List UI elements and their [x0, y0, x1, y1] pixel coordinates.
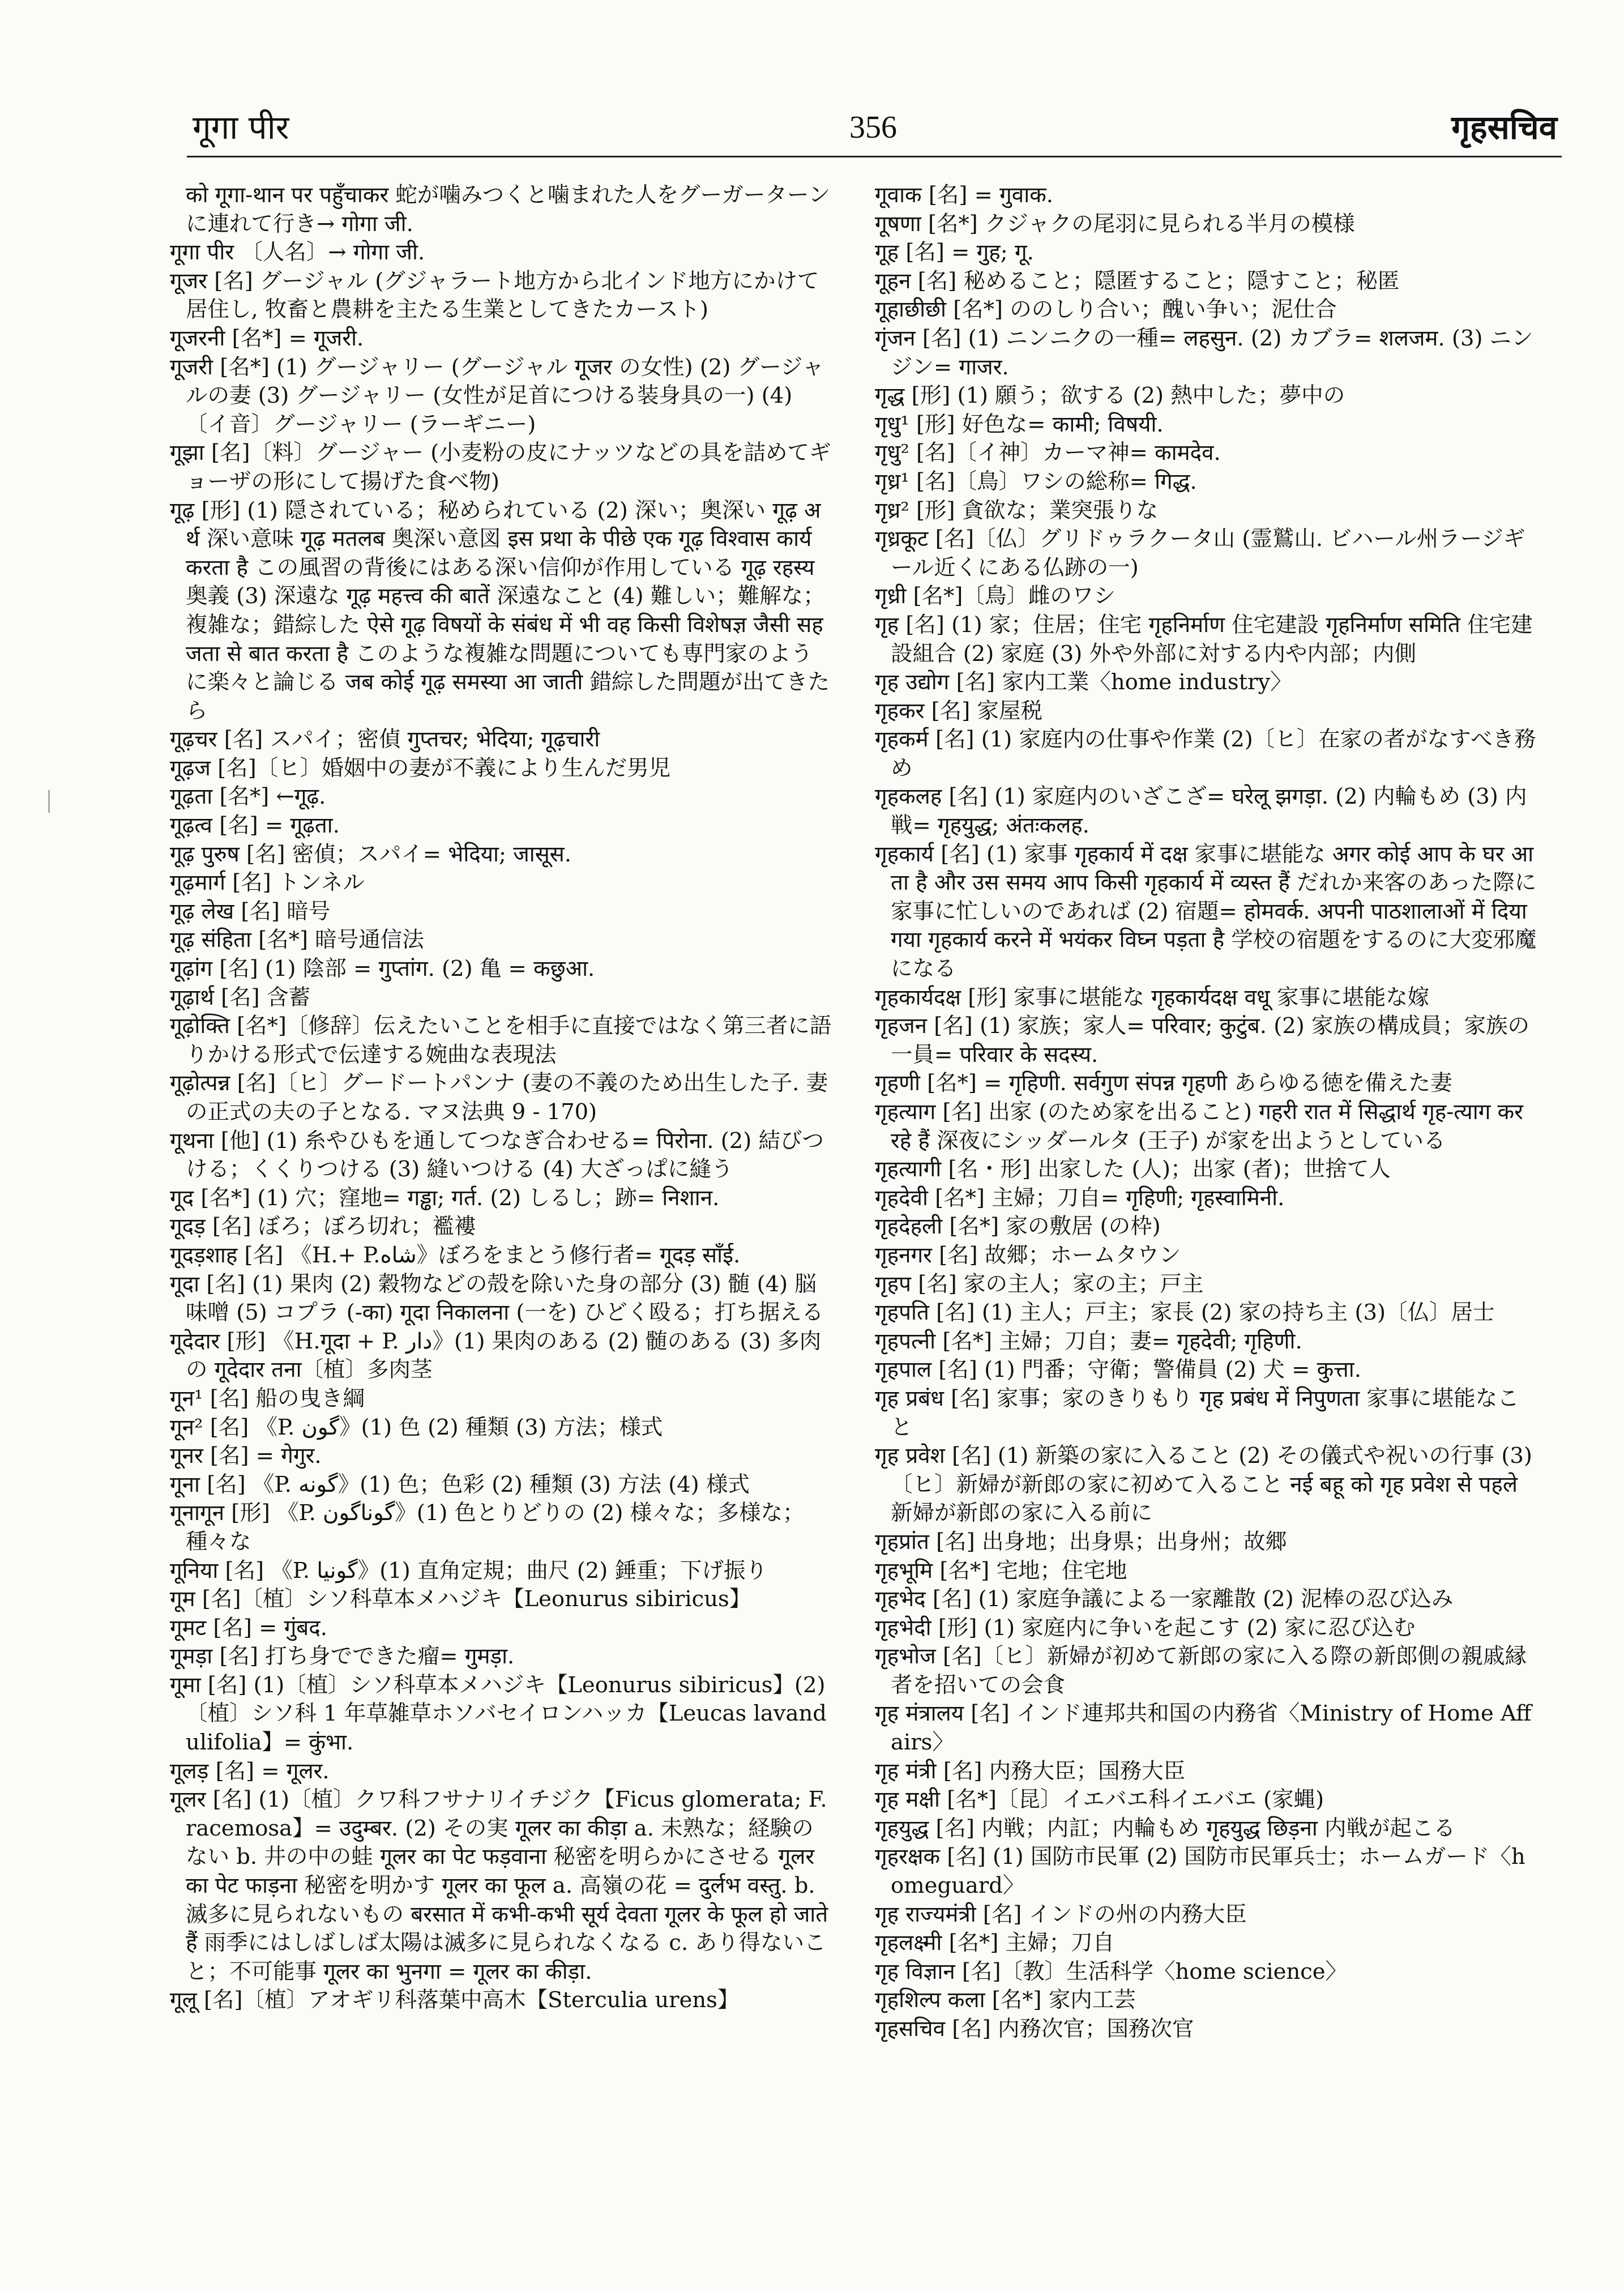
dictionary-entry: गृह उद्योग [名] 家内工業〈home industry〉 [875, 669, 1292, 695]
dictionary-entry: गूदेदार [形] 《H.गूदा + P. دار》(1) 果肉のある (2) 髄のある (3) 多肉の गूदेदार तना〔植〕多肉茎 [170, 1328, 822, 1383]
dictionary-entry: गृहकलह [名] (1) 家庭内のいざこざ= घरेलू झगड़ा. (2) 内輪もめ (3) 内戦= गृहयुद्ध; अंतःकलह. [875, 784, 1527, 839]
dictionary-entry: गृहलक्ष्मी [名*] 主婦；刀自 [875, 1930, 1115, 1956]
dictionary-entry: गृधु¹ [形] 好色な= कामी; विषयी. [875, 411, 1164, 437]
dictionary-entry: गूढ़ज [名]〔ヒ〕婚姻中の妻が不義により生んだ男児 [170, 755, 671, 781]
dictionary-entry: गृहदेहली [名*] 家の敷居 (の枠) [875, 1214, 1161, 1240]
dictionary-entry: गृह विज्ञान [名]〔教〕生活科学〈home science〉 [875, 1958, 1348, 1984]
dictionary-entry: गूदा [名] (1) 果肉 (2) 穀物などの殻を除いた身の部分 (3) 髄 (4) 脳味噌 (5) コプラ (-का) गूदा निकालना (一を) ひどく殴る；打ち据える [170, 1271, 824, 1326]
dictionary-entry: गूढ़ांग [名] (1) 陰部 = गुप्तांग. (2) 亀 = कछुआ. [170, 956, 595, 982]
dictionary-entry: गृहप [名] 家の主人；家の主；戸主 [875, 1271, 1204, 1297]
dictionary-entry: गृहपत्नी [名*] 主婦；刀自；妻= गृहदेवी; गृहिणी. [875, 1328, 1302, 1354]
dictionary-entry: गृहनगर [名] 故郷；ホームタウン [875, 1242, 1181, 1268]
dictionary-entry: गृहसचिव [名] 内務次官；国務次官 [875, 2016, 1194, 2042]
dictionary-entry: गृहरक्षक [名] (1) 国防市民軍 (2) 国防市民軍兵士；ホームガード〈homeguard〉 [875, 1844, 1525, 1899]
dictionary-entry: गून¹ [名] 船の曳き綱 [170, 1385, 365, 1411]
page-number: 356 [849, 110, 897, 145]
dictionary-entry: गृहभेदी [形] (1) 家庭内に争いを起こす (2) 家に忍び込む [875, 1615, 1416, 1641]
dictionary-entry: गृहशिल्प कला [名*] 家内工芸 [875, 1987, 1136, 2013]
dictionary-entry: गूढ़ोक्ति [名*]〔修辞〕伝えたいことを相手に直接ではなく第三者に語りかける形式で伝達する婉曲な表現法 [170, 1013, 832, 1068]
guide-word-right: गृहसचिव [1451, 108, 1557, 147]
dictionary-entry: को गूगा-थान पर पहुँचाकर 蛇が噛みつくと噛まれた人をグーガーターンに連れて行き→ गोगा जी. [186, 182, 831, 237]
dictionary-entry: गृध्र² [形] 貪欲な；業突張りな [875, 497, 1159, 523]
dictionary-entry: गृह [名] (1) 家；住居；住宅 गृहनिर्माण 住宅建設 गृहनिर्माण समिति 住宅建設組合 (2) 家庭 (3) 外や外部に対する内や内部；内側 [875, 612, 1533, 667]
dictionary-entry: गूमड़ा [名] 打ち身でできた瘤= गुमड़ा. [170, 1644, 515, 1670]
dictionary-entry: गूजरी [名*] (1) グージャリー (グージャル गूजर の女性) (2) グージャルの妻 (3) グージャリー (女性が足首につける装身具の一) (4)〔イ音〕グージャリー (ラーギニー) [170, 354, 824, 437]
dictionary-entry: गूनागून [形] 《P. گوناگون》(1) 色とりどりの (2) 様々な；多様な；種々な [170, 1500, 805, 1555]
dictionary-entry: गृह प्रबंध [名] 家事；家のきりもり गृह प्रबंध में निपुणता 家事に堪能なこと [875, 1385, 1519, 1440]
dictionary-entry: गूढ़ लेख [名] 暗号 [170, 898, 331, 924]
dictionary-entry: गृहकर [名] 家屋税 [875, 698, 1042, 724]
dictionary-entry: गृद्ध [形] (1) 願う；欲する (2) 熱中した；夢中の [875, 383, 1345, 409]
dictionary-entry: गृहभूमि [名*] 宅地；住宅地 [875, 1557, 1127, 1584]
margin-mark [48, 790, 50, 813]
dictionary-entry: गूद [名*] (1) 穴；窪地= गड्ढा; गर्त. (2) しるし；跡= निशान. [170, 1185, 720, 1211]
dictionary-entry: गृहपति [名] (1) 主人；戸主；家長 (2) 家の持ち主 (3)〔仏〕居士 [875, 1300, 1495, 1326]
dictionary-entry: गूथना [他] (1) 糸やひもを通してつなぎ合わせる= पिरोना. (2) 結びつける；くくりつける (3) 縫いつける (4) 大ざっぱに縫う [170, 1128, 824, 1183]
dictionary-entry: गूजरनी [名*] = गूजरी. [170, 325, 364, 351]
dictionary-entry: गृंजन [名] (1) ニンニクの一種= लहसुन. (2) カブラ= शलजम. (3) ニンジン= गाजर. [875, 325, 1533, 380]
dictionary-entry: गृध्रकूट [名]〔仏〕グリドゥラクータ山 (霊鷲山. ビハール州ラージギール近くにある仏跡の一) [875, 526, 1525, 581]
dictionary-entry: गृहयुद्ध [名] 内戦；内訌；内輪もめ गृहयुद्ध छिड़ना 内戦が起こる [875, 1815, 1456, 1841]
dictionary-entry: गूदड़ [名] ぼろ；ぼろ切れ；襤褸 [170, 1214, 476, 1240]
dictionary-entry: गूढ़ता [名*] ←गूढ़. [170, 784, 326, 810]
dictionary-entry: गृधु² [名]〔イ神〕カーマ神= कामदेव. [875, 440, 1221, 466]
dictionary-entry: गूजर [名] グージャル (グジャラート地方から北インド地方にかけて居住し, 牧畜と農耕を主たる生業としてきたカースト) [170, 268, 819, 323]
dictionary-entry: गृह राज्यमंत्री [名] インドの州の内務大臣 [875, 1901, 1247, 1927]
dictionary-entry: गूढ़ोत्पन्न [名]〔ヒ〕グードートパンナ (妻の不義のため出生した子. 妻の正式の夫の子となる. マヌ法典 9 - 170) [170, 1070, 828, 1125]
dictionary-entry: गूनिया [名] 《P. گونیا》(1) 直角定規；曲尺 (2) 錘重；下げ振り [170, 1557, 768, 1584]
dictionary-entry: गूहन [名] 秘めること；隠匿すること；隠すこと；秘匿 [875, 268, 1400, 294]
dictionary-entry: गूढ़ संहिता [名*] 暗号通信法 [170, 927, 424, 953]
dictionary-entry: गृध्र¹ [名]〔鳥〕ワシの総称= गिद्ध. [875, 468, 1197, 494]
dictionary-entry: गूना [名] 《P. گونه》(1) 色；色彩 (2) 種類 (3) 方法 (4) 様式 [170, 1471, 750, 1497]
dictionary-entry: गूमट [名] = गुंबद. [170, 1615, 327, 1641]
dictionary-entry: गूवाक [名] = गुवाक. [875, 182, 1053, 208]
dictionary-entry: गृहजन [名] (1) 家族；家人= परिवार; कुटुंब. (2) 家族の構成員；家族の一員= परिवार के सदस्य. [875, 1013, 1529, 1068]
dictionary-entry: गूलू [名]〔植〕アオギリ科落葉中高木【Sterculia urens】 [170, 1987, 740, 2013]
dictionary-entry: गून² [名] 《P. گون》(1) 色 (2) 種類 (3) 方法；様式 [170, 1414, 663, 1440]
dictionary-entry: गूषणा [名*] クジャクの尾羽に見られる半月の模様 [875, 211, 1355, 237]
dictionary-entry: गूदड़शाह [名] 《H.+ P.شاه》ぼろをまとう修行者= गूदड़ साँई. [170, 1242, 741, 1268]
dictionary-entry: गृहकर्म [名] (1) 家庭内の仕事や作業 (2)〔ヒ〕在家の者がなすべき務め [875, 727, 1536, 781]
dictionary-entry: गूझा [名]〔料〕グージャー (小麦粉の皮にナッツなどの具を詰めてギョーザの形にして揚げた食べ物) [170, 440, 831, 494]
dictionary-entry: गृह प्रवेश [名] (1) 新築の家に入ること (2) その儀式や祝いの行事 (3)〔ヒ〕新婦が新郎の家に初めて入ること नई बहू को गृह प्रवेश से पहले 新婦が新郎の家に入る前に [875, 1443, 1532, 1526]
dictionary-entry: गृहकार्यदक्ष [形] 家事に堪能な गृहकार्यदक्ष वधू 家事に堪能な嫁 [875, 984, 1430, 1010]
dictionary-entry: गूढ़ार्थ [名] 含蓄 [170, 984, 310, 1010]
left-column [170, 181, 832, 2254]
dictionary-entry: गृह मंत्रालय [名] インド連邦共和国の内務省〈Ministry of Home Affairs〉 [875, 1701, 1532, 1756]
dictionary-entry: गृहणी [名*] = गृहिणी. सर्वगुण संपन्न गृहणी あらゆる徳を備えた妻 [875, 1070, 1452, 1096]
dictionary-entry: गूढ़ पुरुष [名] 密偵；スパイ= भेदिया; जासूस. [170, 841, 572, 867]
guide-word-left: गूगा पीर [193, 108, 289, 147]
dictionary-entry: गूनर [名] = गेगुर. [170, 1443, 322, 1469]
dictionary-entry: गृहप्रांत [名] 出身地；出身県；出身州；故郷 [875, 1529, 1287, 1555]
dictionary-entry: गृहभोज [名]〔ヒ〕新婦が初めて新郎の家に入る際の新郎側の親戚縁者を招いての会食 [875, 1644, 1527, 1698]
dictionary-entry: गृहकार्य [名] (1) 家事 गृहकार्य में दक्ष 家事に堪能な अगर कोई आप के घर आता है और उस समय आप किसी गृहकार्य में व्यस्त हैं だれか来客のあった際に家事に忙しいのであれば (2) 宿題= होमवर्क. अपनी पाठशालाओं में दिया गया गृहकार्य करने में भयंकर विघ्न पड़ता है 学校の宿題をするのに大変邪魔になる [875, 841, 1537, 982]
dictionary-entry: गृहपाल [名] (1) 門番；守衛；警備員 (2) 犬 = कुत्ता. [875, 1357, 1361, 1383]
dictionary-entry: गृहत्याग [名] 出家 (のため家を出ること) गहरी रात में सिद्धार्थ गृह-त्याग कर रहे हैं 深夜にシッダールタ (王子) が家を出ようとしている [875, 1099, 1523, 1154]
dictionary-entry: गृहत्यागी [名・形] 出家した (人)；出家 (者)；世捨て人 [875, 1156, 1391, 1183]
dictionary-entry: गूम [名]〔植〕シソ科草本メハジキ【Leonurus sibiricus】 [170, 1586, 751, 1612]
dictionary-entry: गूढ़मार्ग [名] トンネル [170, 870, 365, 896]
dictionary-entry: गृध्री [名*]〔鳥〕雌のワシ [875, 583, 1116, 609]
header-rule [187, 156, 1562, 157]
dictionary-entry: गूह [名] = गुह; गू. [875, 240, 1034, 266]
dictionary-entry: गूढ़त्व [名] = गूढ़ता. [170, 813, 340, 839]
dictionary-entry: गूलड़ [名] = गूलर. [170, 1758, 330, 1784]
dictionary-entry: गृह मंत्री [名] 内務大臣；国務大臣 [875, 1758, 1186, 1784]
dictionary-entry: गूढ़चर [名] スパイ；密偵 गुप्तचर; भेदिया; गूढ़चारी [170, 727, 600, 753]
dictionary-entry: गूलर [名] (1)〔植〕クワ科フサナリイチジク【Ficus glomerata; F. racemosa】= उदुम्बर. (2) その実 गूलर का कीड़ा a. 未熟な；経験のない b. 井の中の蛙 गूलर का पेट फड़वाना 秘密を明らかにさせる गूलर का पेट फाड़ना 秘密を明かす गूलर का फूल a. 高嶺の花 = दुर्लभ वस्तु. b. 滅多に見られないもの बरसात में कभी-कभी सूर्य देवता गूलर के फूल हो जाते हैं 雨季にはしばしば太陽は滅多に見られなくなる c. あり得ないこと；不可能事 गूलर का भुनगा = गूलर का कीड़ा. [170, 1787, 828, 1984]
right-column [875, 181, 1537, 2254]
dictionary-entry: गृहभेद [名] (1) 家庭争議による一家離散 (2) 泥棒の忍び込み [875, 1586, 1454, 1612]
dictionary-entry: गृहदेवी [名*] 主婦；刀自= गृहिणी; गृहस्वामिनी. [875, 1185, 1285, 1211]
dictionary-entry: गूमा [名] (1)〔植〕シソ科草本メハジキ【Leonurus sibiricus】(2)〔植〕シソ科 1 年草雑草ホソバセイロンハッカ【Leucas lavandulifolia】= कुंभा. [170, 1672, 827, 1756]
dictionary-entry: गूढ़ [形] (1) 隠されている；秘められている (2) 深い；奥深い गूढ़ अर्थ 深い意味 गूढ़ मतलब 奥深い意図 इस प्रथा के पीछे एक गूढ़ विश्वास कार्य करता है この風習の背後にはある深い信仰が作用している गूढ़ रहस्य 奥義 (3) 深遠な गूढ़ महत्त्व की बातें 深遠なこと (4) 難しい；難解な；複雑な；錯綜した ऐसे गूढ़ विषयों के संबंध में भी वह किसी विशेषज्ञ जैसी सहजता से बात करता है このような複雑な問題についても専門家のように楽々と論じる जब कोई गूढ़ समस्या आ जाती 錯綜した問題が出てきたら [170, 497, 830, 724]
dictionary-entry: गूगा पीर 〔人名〕→ गोगा जी. [170, 240, 425, 266]
dictionary-entry: गृह मक्षी [名*]〔昆〕イエバエ科イエバエ (家蝿) [875, 1787, 1324, 1813]
dictionary-entry: गूहाछीछी [名*] ののしり合い；醜い争い；泥仕合 [875, 297, 1337, 323]
